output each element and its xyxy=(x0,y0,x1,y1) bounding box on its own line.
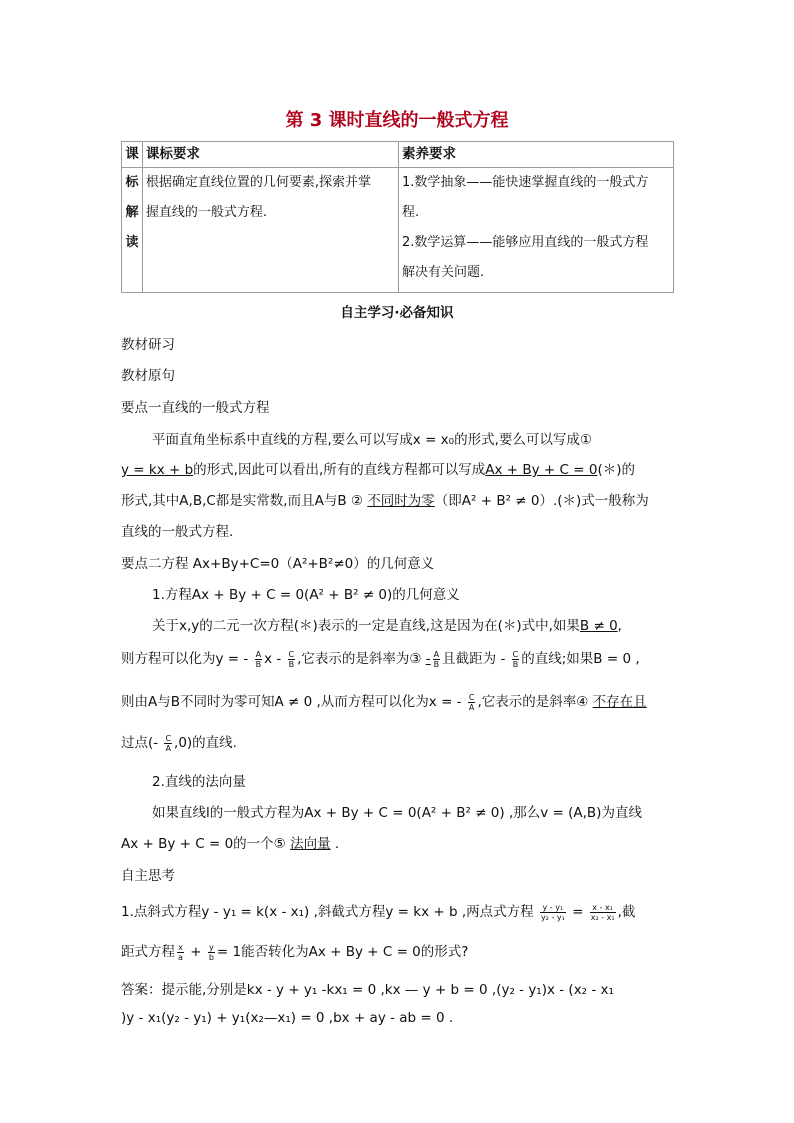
denominator: A xyxy=(468,702,475,712)
p1-line2 xyxy=(121,458,635,478)
condition-b-nonzero: B ≠ 0 xyxy=(579,618,618,634)
denominator: y₂ - y₁ xyxy=(540,912,565,922)
header-col1: 课标要求 xyxy=(142,142,398,168)
numerator: C xyxy=(512,649,519,659)
text-span: (＊)的 xyxy=(597,462,635,478)
fraction-c-over-b xyxy=(512,650,520,669)
intercept-fraction-y xyxy=(208,943,215,962)
text-span: 且截距为 - xyxy=(442,651,506,667)
denominator: a xyxy=(178,952,183,962)
text-span: 距式方程 xyxy=(121,944,175,960)
numerator: y - y₁ xyxy=(540,903,566,913)
header-col2: 素养要求 xyxy=(399,142,674,168)
blank-answer-3 xyxy=(426,651,442,667)
text-span: 则方程可以化为y = - xyxy=(121,651,249,667)
fraction-c-over-b xyxy=(288,650,296,669)
p3-line2 xyxy=(121,832,339,852)
blank-answer-4: 不存在且 xyxy=(592,694,647,710)
denominator: B xyxy=(255,659,262,669)
numerator: A xyxy=(433,649,440,659)
general-equation: Ax + By + C = 0 xyxy=(485,462,598,478)
fraction-a-over-b xyxy=(255,650,263,669)
text-span: , xyxy=(617,618,622,634)
heading-point2: 要点二方程 Ax+By+C=0（A²+B²≠0）的几何意义 xyxy=(121,556,435,572)
row-label-char: 读 xyxy=(125,235,139,250)
denominator: B xyxy=(288,659,295,669)
p2-line1 xyxy=(152,614,622,634)
heading-point1: 要点一直线的一般式方程 xyxy=(121,400,270,416)
text-span: 1.点斜式方程y - y₁ = k(x - x₁) ,斜截式方程y = kx + b ,两点式方程 xyxy=(121,904,534,920)
question1-line1 xyxy=(121,900,635,922)
two-point-fraction-x xyxy=(590,903,616,922)
label-jiaocai-yanxi: 教材研习 xyxy=(121,337,175,353)
answer-line2: )y - x₁(y₂ - y₁) + y₁(x₂—x₁) = 0 ,bx + ay - ab = 0 . xyxy=(121,1010,454,1026)
numerator: x xyxy=(178,942,183,952)
numerator: x - x₁ xyxy=(590,903,616,913)
text-span: ,它表示的是斜率④ xyxy=(477,694,593,710)
numerator: C xyxy=(165,733,172,743)
page-title: 第 3 课时直线的一般式方程 xyxy=(285,110,509,131)
blank-answer-2: 不同时为零 xyxy=(367,493,435,509)
row-label-char: 解 xyxy=(125,205,139,220)
answer-line1: 答案：提示能,分别是kx - y + y₁ -kx₁ = 0 ,kx — y + b = 0 ,(y₂ - y₁)x - (x₂ - x₁ xyxy=(121,982,614,998)
fraction-c-over-a xyxy=(468,693,476,712)
text-span: （即A² + B² ≠ 0）.(＊)式一般称为 xyxy=(434,493,649,509)
course-requirement-line: 握直线的一般式方程. xyxy=(145,205,268,220)
denominator: b xyxy=(208,952,214,962)
blank-answer-1: y = kx + b xyxy=(121,462,194,478)
p2-line4 xyxy=(121,731,237,753)
two-point-fraction-y xyxy=(540,903,566,922)
text-span: ,它表示的是斜率为③ xyxy=(297,651,426,667)
row-label-side xyxy=(122,168,143,293)
subheading-2: 2.直线的法向量 xyxy=(152,774,246,790)
p1-line4: 直线的一般式方程. xyxy=(121,524,234,540)
text-span: ,截 xyxy=(617,904,636,920)
literacy-requirement-cell xyxy=(399,168,674,293)
denominator: A xyxy=(165,743,171,753)
text-span: Ax + By + C = 0的一个⑤ xyxy=(121,836,291,852)
p2-line3 xyxy=(121,690,647,712)
fraction-c-over-a xyxy=(164,734,172,753)
denominator: B xyxy=(433,659,440,669)
text-span: 关于x,y的二元一次方程(＊)表示的一定是直线,这是因为在(＊)式中,如果 xyxy=(152,618,580,634)
literacy-requirement-line: 程. xyxy=(402,205,420,220)
literacy-requirement-line: 2.数学运算——能够应用直线的一般式方程 xyxy=(402,235,649,250)
text-span: = 1能否转化为Ax + By + C = 0的形式? xyxy=(216,944,469,960)
row-label-char: 课 xyxy=(125,146,139,162)
p3-line1: 如果直线l的一般式方程为Ax + By + C = 0(A² + B² ≠ 0) ,那么v = (A,B)为直线 xyxy=(152,805,642,821)
section-title: 自主学习·必备知识 xyxy=(340,305,454,321)
denominator: B xyxy=(512,659,519,669)
denominator: x₂ - x₁ xyxy=(590,912,615,922)
course-requirement-cell xyxy=(142,168,398,293)
p2-line2 xyxy=(121,647,640,669)
label-zizhu-sikao: 自主思考 xyxy=(121,868,175,884)
text-span: 形式,其中A,B,C都是实常数,而且A与B ② xyxy=(121,493,368,509)
course-requirement-line: 根据确定直线位置的几何要素,探索并掌 xyxy=(145,175,372,190)
numerator: C xyxy=(288,649,295,659)
numerator: y xyxy=(208,942,214,952)
p1-line1: 平面直角坐标系中直线的方程,要么可以写成x = x₀的形式,要么可以写成① xyxy=(152,432,592,448)
text-span: 的直线;如果B = 0 , xyxy=(521,651,640,667)
numerator: C xyxy=(468,692,475,702)
text-span: + xyxy=(190,944,202,960)
literacy-requirement-line: 1.数学抽象——能快速掌握直线的一般式方 xyxy=(402,175,649,190)
row-label-top xyxy=(122,142,143,168)
literacy-requirement-line: 解决有关问题. xyxy=(402,265,485,280)
row-label-char: 标 xyxy=(125,175,139,190)
subheading-1: 1.方程Ax + By + C = 0(A² + B² ≠ 0)的几何意义 xyxy=(152,587,460,603)
standard-table xyxy=(121,141,674,293)
text-span: 的形式,因此可以看出,所有的直线方程都可以写成 xyxy=(193,462,486,478)
text-span: 则由A与B不同时为零可知A ≠ 0 ,从而方程可以化为x = - xyxy=(121,694,462,710)
text-span: . xyxy=(330,836,340,852)
text-span: x - xyxy=(264,651,282,667)
p1-line3 xyxy=(121,489,649,509)
numerator: A xyxy=(255,649,262,659)
fraction-a-over-b xyxy=(433,650,441,669)
label-jiaocai-yuanxiang: 教材原句 xyxy=(121,368,175,384)
intercept-fraction-x xyxy=(177,943,184,962)
text-span: 过点(- xyxy=(121,735,159,751)
blank-answer-5: 法向量 xyxy=(290,836,331,852)
text-span: - xyxy=(425,651,431,667)
text-span: ,0)的直线. xyxy=(174,735,237,751)
text-span: = xyxy=(572,904,584,920)
question1-line2 xyxy=(121,940,468,962)
